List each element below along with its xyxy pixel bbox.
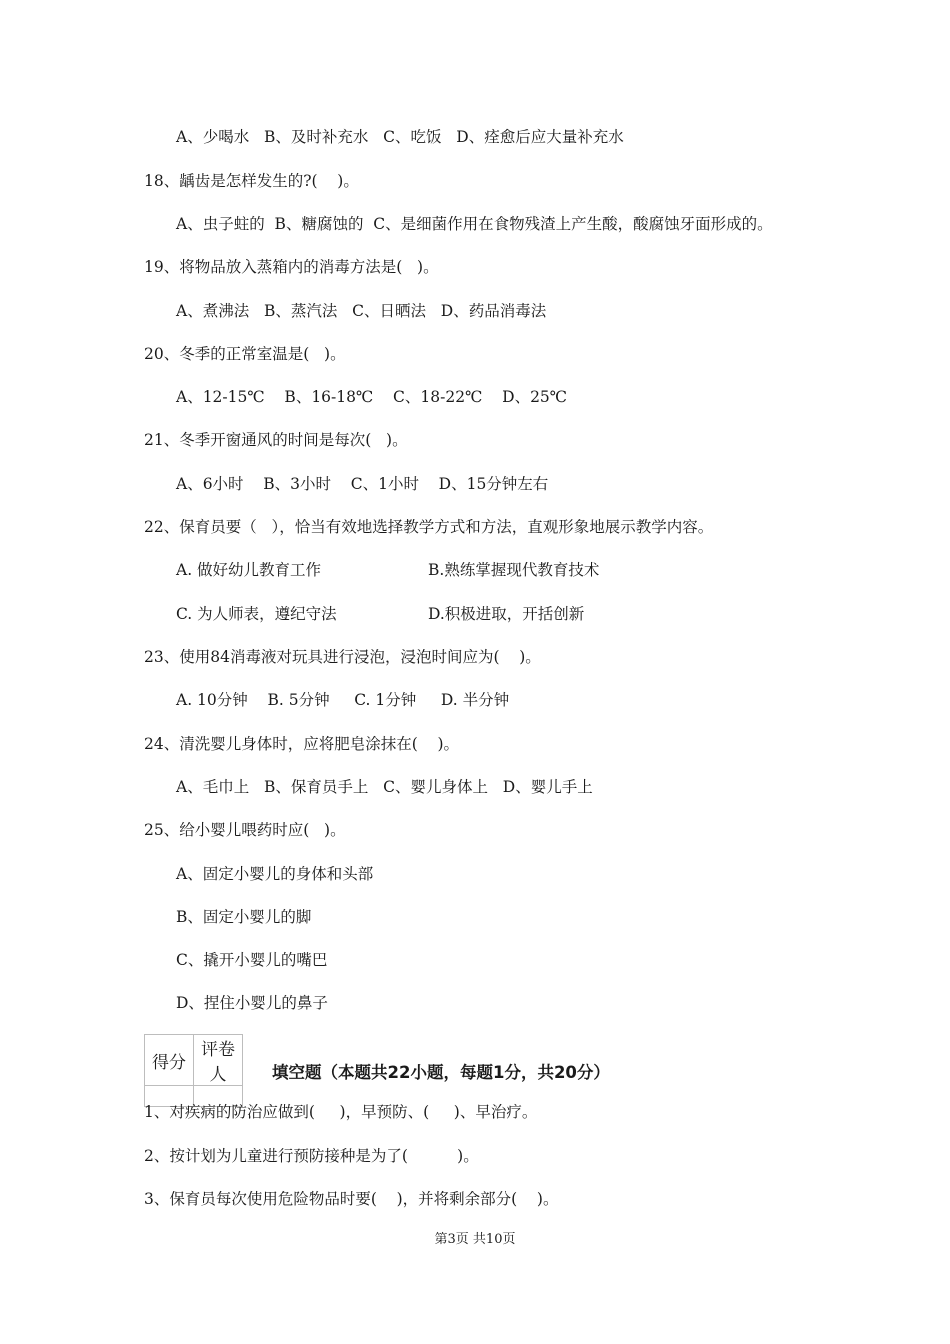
q25-option-d: D、捏住小婴儿的鼻子 xyxy=(176,994,328,1012)
q17-options: A、少喝水 B、及时补充水 C、吃饭 D、痊愈后应大量补充水 xyxy=(176,128,624,146)
fill-q2: 2、按计划为儿童进行预防接种是为了( )。 xyxy=(144,1147,479,1165)
fill-q3: 3、保育员每次使用危险物品时要( )，并将剩余部分( )。 xyxy=(144,1190,559,1208)
fill-q1: 1、对疾病的防治应做到( )，早预防、( )、早治疗。 xyxy=(144,1103,538,1121)
q23-question: 23、使用84消毒液对玩具进行浸泡，浸泡时间应为( )。 xyxy=(144,648,541,666)
q24-options: A、毛巾上 B、保育员手上 C、婴儿身体上 D、婴儿手上 xyxy=(176,778,593,796)
q19-question: 19、将物品放入蒸箱内的消毒方法是( )。 xyxy=(144,258,439,276)
q24-question: 24、清洗婴儿身体时，应将肥皂涂抹在( )。 xyxy=(144,735,460,753)
score-table xyxy=(144,1034,243,1107)
q20-question: 20、冬季的正常室温是( )。 xyxy=(144,345,346,363)
section-title: 填空题（本题共22小题，每题1分，共20分） xyxy=(272,1063,610,1082)
q22-option-c: C. 为人师表，遵纪守法 xyxy=(176,605,337,623)
q19-options: A、煮沸法 B、蒸汽法 C、日晒法 D、药品消毒法 xyxy=(176,302,547,320)
q22-option-a: A. 做好幼儿教育工作 xyxy=(176,561,322,579)
q22-question: 22、保育员要（ ），恰当有效地选择教学方式和方法，直观形象地展示教学内容。 xyxy=(144,518,714,536)
grader-label: 评卷人 xyxy=(194,1035,243,1086)
q25-option-a: A、固定小婴儿的身体和头部 xyxy=(176,865,374,883)
score-label: 得分 xyxy=(145,1035,194,1086)
q25-option-b: B、固定小婴儿的脚 xyxy=(176,908,312,926)
q25-option-c: C、撬开小婴儿的嘴巴 xyxy=(176,951,328,969)
q21-options: A、6小时 B、3小时 C、1小时 D、15分钟左右 xyxy=(176,475,549,493)
q21-question: 21、冬季开窗通风的时间是每次( )。 xyxy=(144,431,408,449)
q18-question: 18、龋齿是怎样发生的?( )。 xyxy=(144,172,359,190)
q23-options: A. 10分钟 B. 5分钟 C. 1分钟 D. 半分钟 xyxy=(176,691,510,709)
q22-option-d: D.积极进取，开括创新 xyxy=(428,605,585,623)
q22-option-b: B.熟练掌握现代教育技术 xyxy=(428,561,600,579)
page-footer: 第3页 共10页 xyxy=(434,1232,516,1247)
q25-question: 25、给小婴儿喂药时应( )。 xyxy=(144,821,346,839)
q20-options: A、12-15℃ B、16-18℃ C、18-22℃ D、25℃ xyxy=(176,388,568,406)
q18-options: A、虫子蛀的 B、糖腐蚀的 C、是细菌作用在食物残渣上产生酸，酸腐蚀牙面形成的。 xyxy=(176,215,773,233)
